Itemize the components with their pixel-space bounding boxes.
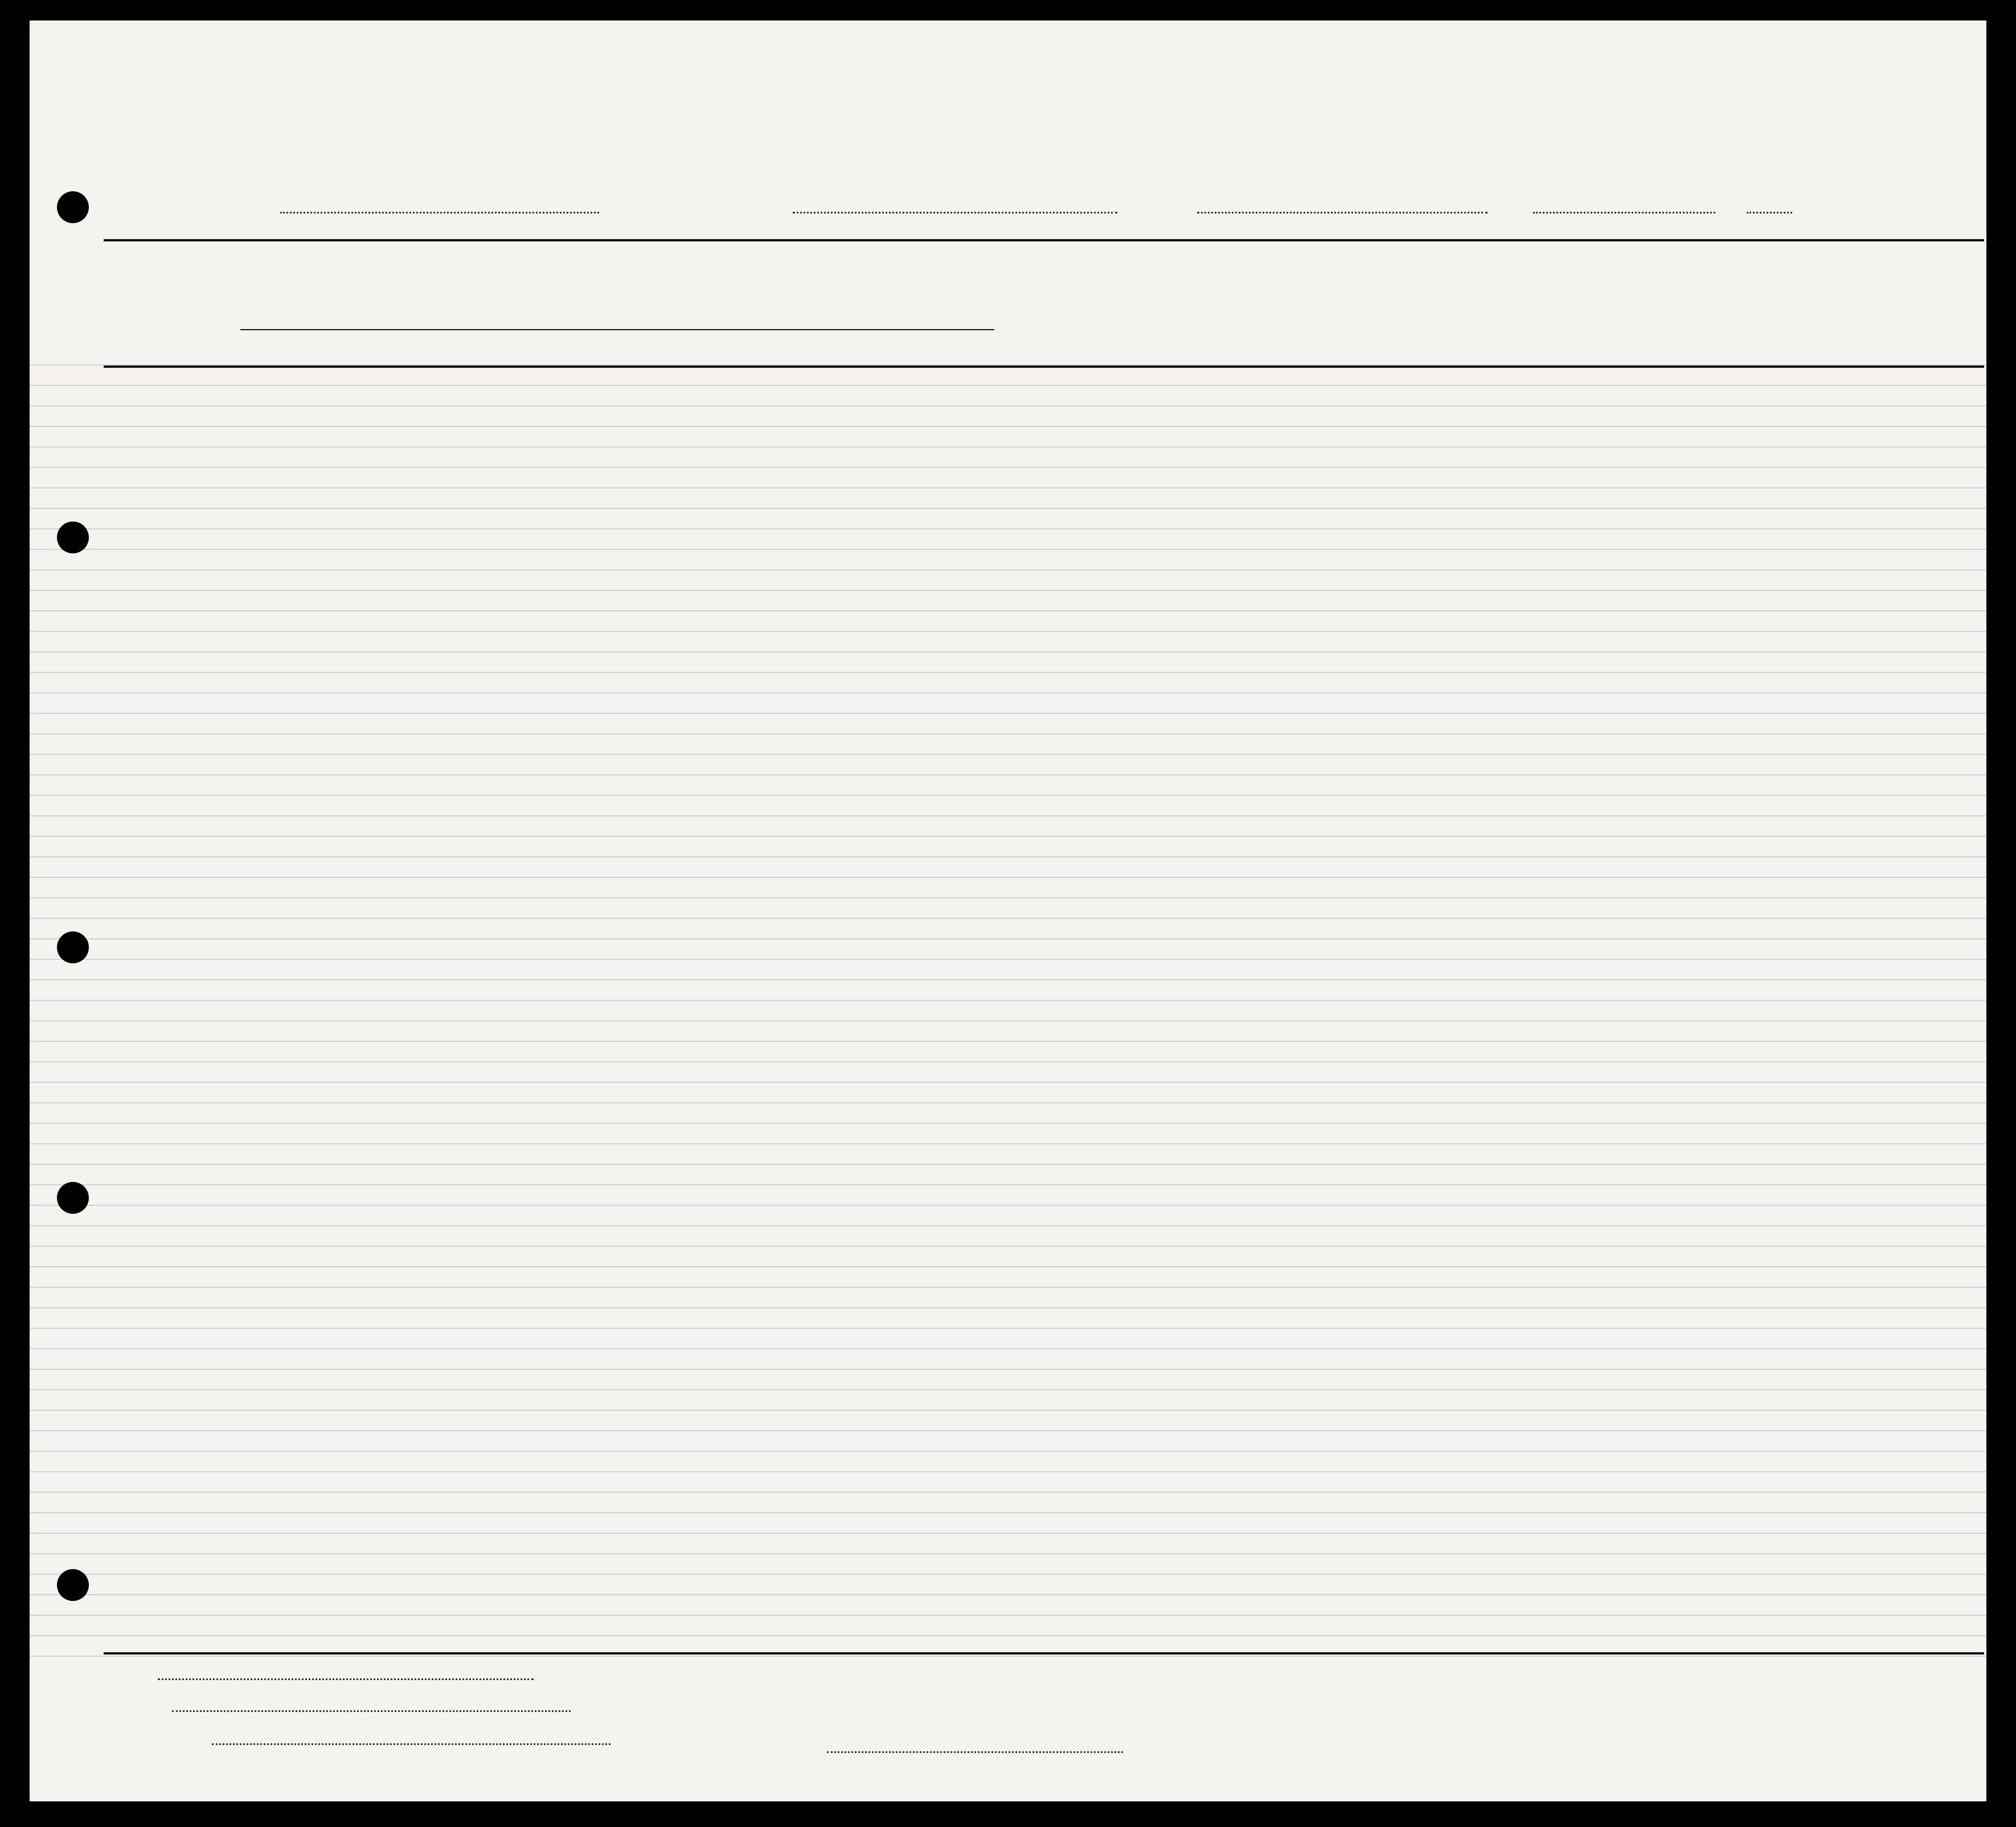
- line-value: [158, 1678, 534, 1680]
- punch-hole: [57, 191, 89, 223]
- punch-hole: [57, 1569, 89, 1601]
- manifest-sheet: [30, 20, 1986, 1801]
- arrival-year: [1747, 212, 1792, 214]
- arriving-port-struck: [1197, 212, 1488, 214]
- owners-value: [172, 1710, 571, 1712]
- arrival-date: [1533, 212, 1715, 214]
- punch-hole: [57, 931, 89, 963]
- sailing-port: [793, 212, 1117, 214]
- signature-line: [827, 1751, 1123, 1753]
- punch-hole: [57, 522, 89, 553]
- agents-value: [212, 1743, 610, 1745]
- punch-hole: [57, 1182, 89, 1214]
- crew-table: [104, 239, 1984, 1657]
- vessel-name: [280, 212, 599, 214]
